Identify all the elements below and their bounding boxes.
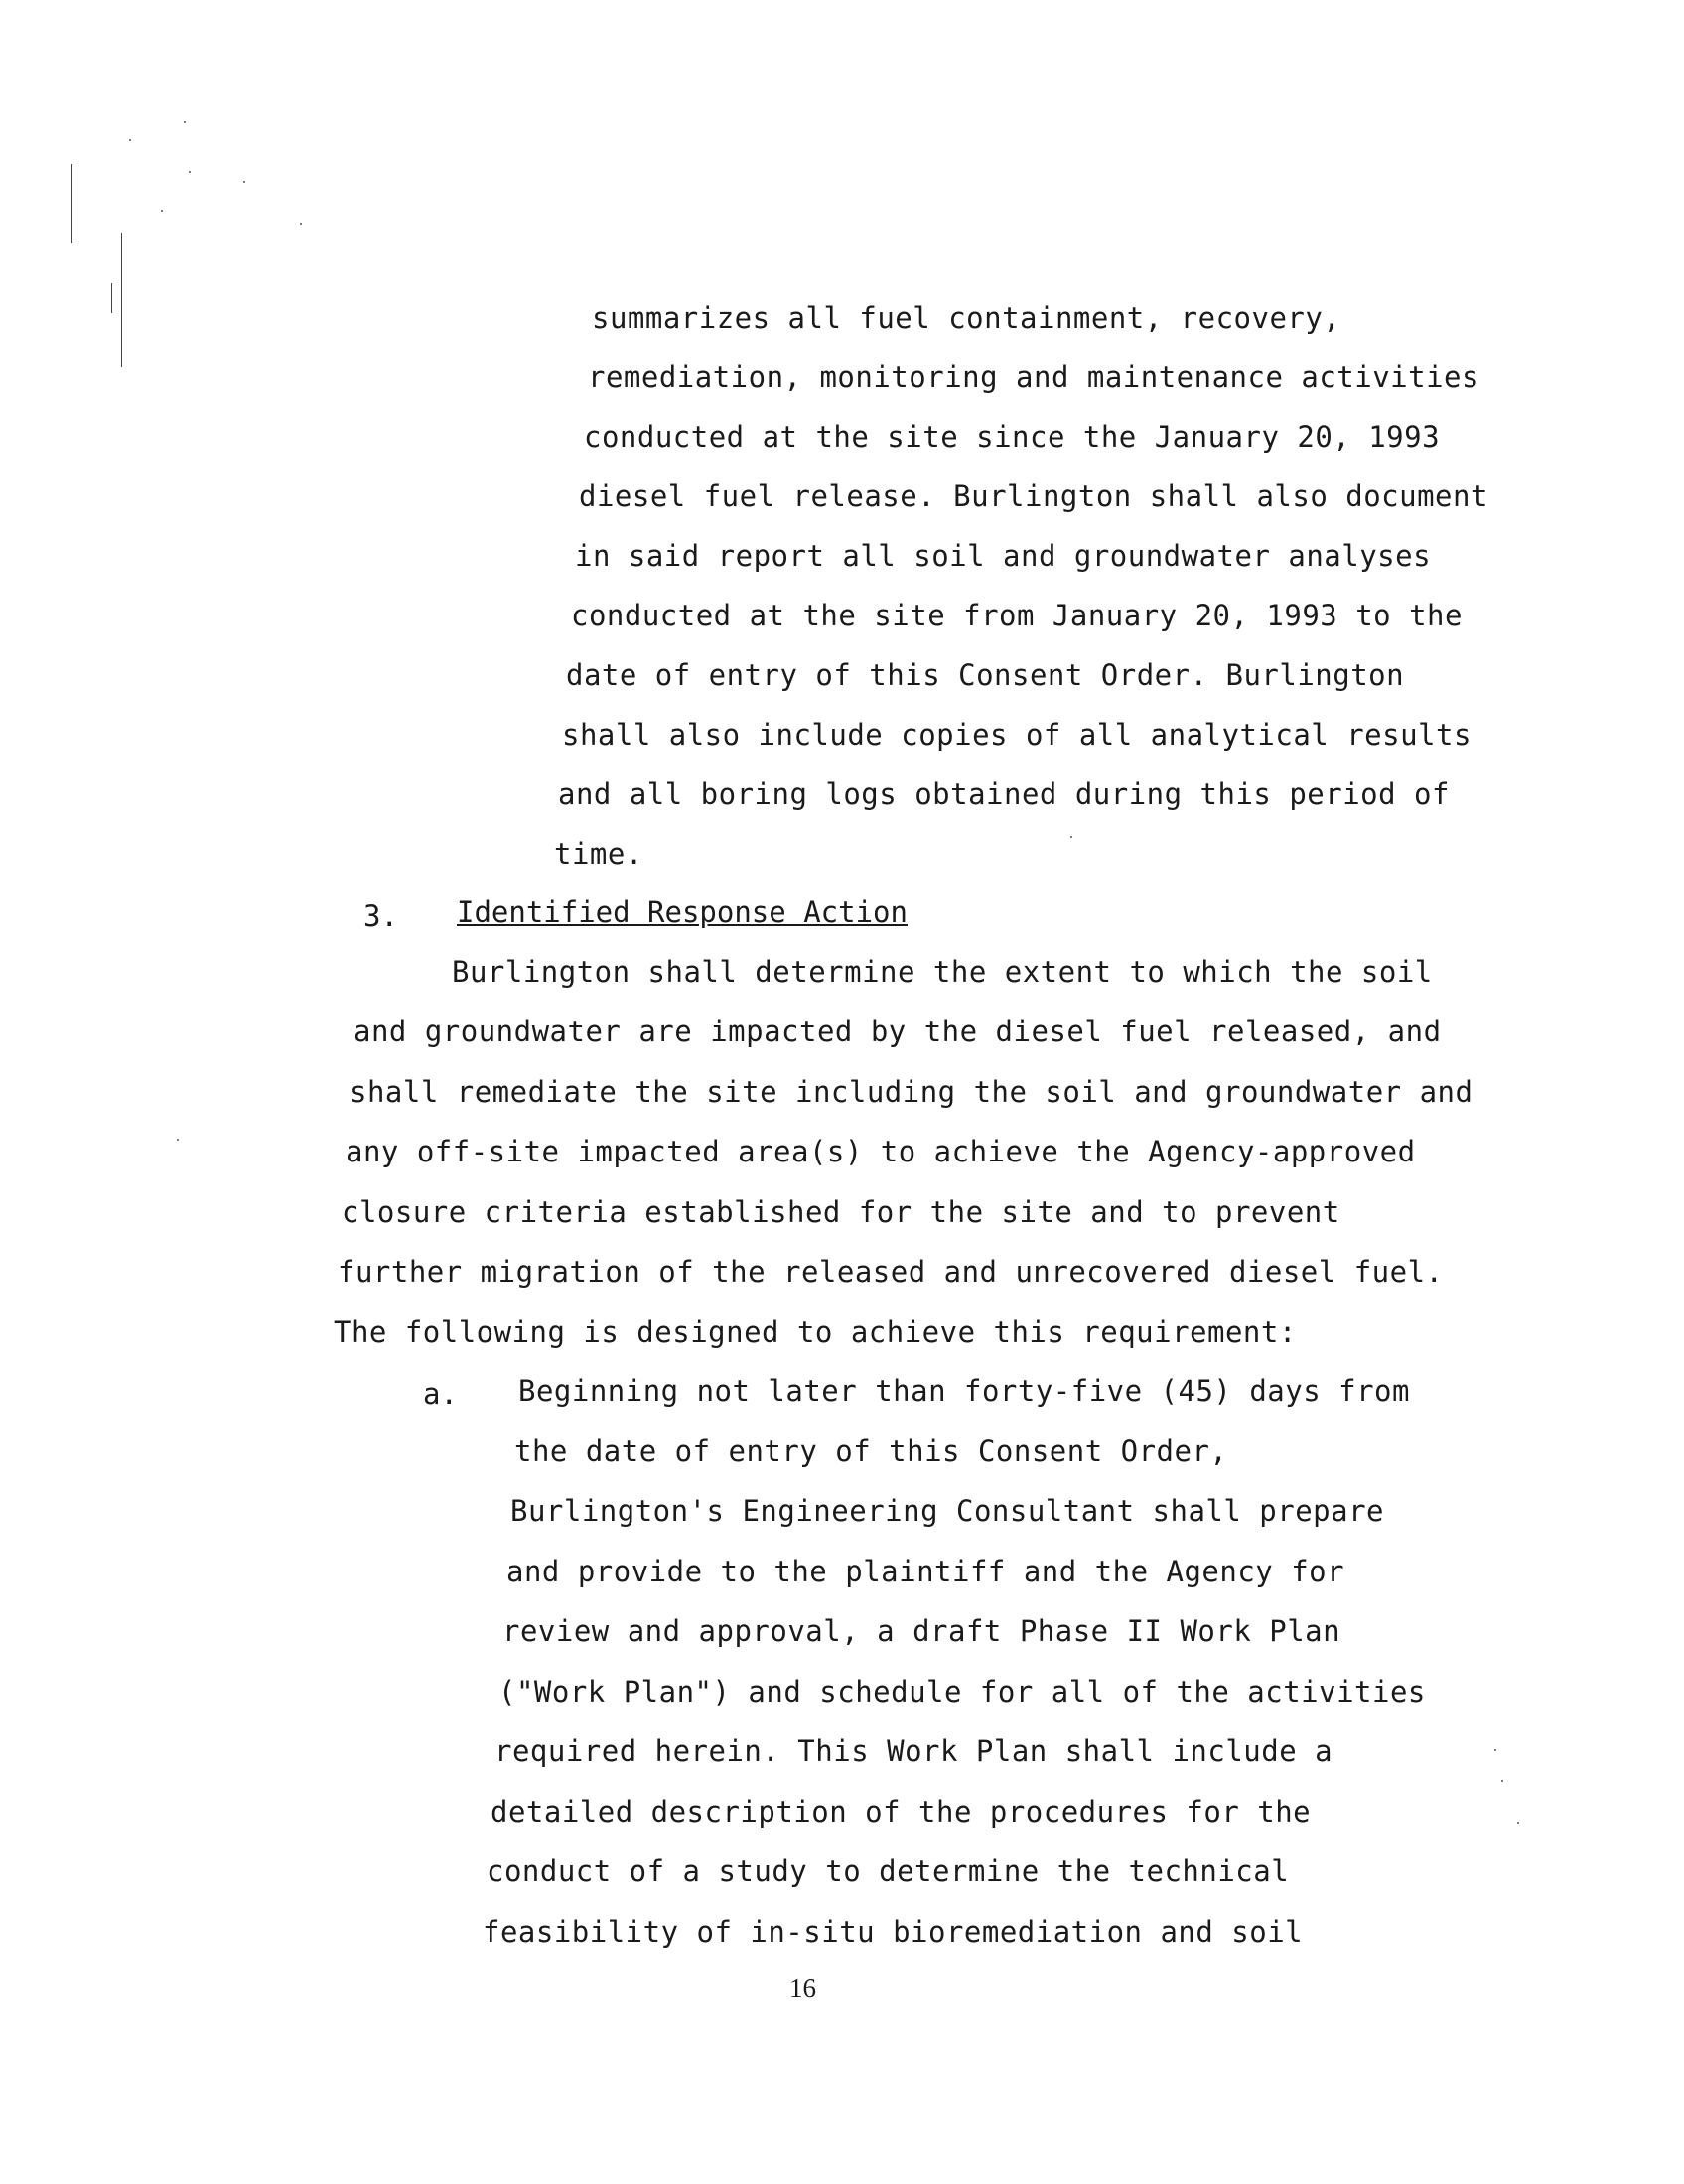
scan-speck bbox=[161, 210, 163, 212]
text-line: Beginning not later than forty-five (45) days from bbox=[518, 1374, 1410, 1408]
section-title: Identified Response Action bbox=[457, 895, 908, 929]
text-line: shall also include copies of all analytical results bbox=[562, 718, 1472, 751]
scan-speck bbox=[1501, 1780, 1503, 1782]
text-line: conducted at the site from January 20, 1993 to the bbox=[571, 599, 1463, 632]
text-line: and groundwater are impacted by the diesel fuel released, and bbox=[353, 1015, 1442, 1048]
text-line: summarizes all fuel containment, recovery, bbox=[592, 301, 1341, 335]
text-line: in said report all soil and groundwater analyses bbox=[575, 539, 1432, 573]
text-line: shall remediate the site including the soil and groundwater and bbox=[350, 1075, 1474, 1109]
scan-speck bbox=[1494, 1749, 1496, 1751]
text-line: review and approval, a draft Phase II Work Plan bbox=[502, 1614, 1341, 1648]
text-line: conduct of a study to determine the technical bbox=[487, 1854, 1290, 1888]
scan-speck bbox=[177, 1139, 179, 1141]
text-line: diesel fuel release. Burlington shall also document bbox=[579, 479, 1488, 513]
text-line: ("Work Plan") and schedule for all of the activities bbox=[498, 1675, 1426, 1708]
text-line: and all boring logs obtained during this period of bbox=[558, 777, 1450, 811]
text-line: the date of entry of this Consent Order, bbox=[514, 1434, 1228, 1468]
text-line: closure criteria established for the site and to prevent bbox=[342, 1195, 1340, 1229]
text-line: feasibility of in-situ bioremediation and soil bbox=[483, 1915, 1304, 1949]
scan-speck bbox=[1070, 836, 1072, 838]
scan-speck bbox=[1517, 1822, 1519, 1824]
text-line: Burlington shall determine the extent to which the soil bbox=[452, 955, 1433, 989]
text-line: any off-site impacted area(s) to achieve the Agency-approved bbox=[346, 1135, 1416, 1168]
page-number: 16 bbox=[789, 1974, 816, 2003]
text-line: Burlington's Engineering Consultant shall prepare bbox=[510, 1494, 1385, 1528]
text-line: conducted at the site since the January 20, 1993 bbox=[584, 420, 1441, 454]
scan-edge-mark bbox=[111, 283, 112, 313]
text-line: further migration of the released and unrecovered diesel fuel. bbox=[338, 1255, 1444, 1289]
text-line: and provide to the plaintiff and the Agency for bbox=[506, 1555, 1345, 1588]
text-line: required herein. This Work Plan shall include a bbox=[494, 1734, 1333, 1768]
item-marker: a. bbox=[423, 1377, 458, 1411]
scan-speck bbox=[189, 171, 191, 173]
text-line: remediation, monitoring and maintenance activities bbox=[588, 360, 1479, 394]
section-number: 3. bbox=[363, 899, 398, 933]
scan-speck bbox=[129, 139, 131, 141]
text-line: The following is designed to achieve this requirement: bbox=[334, 1315, 1297, 1349]
scan-edge-mark bbox=[71, 164, 72, 243]
scan-speck bbox=[300, 223, 302, 225]
text-line: time. bbox=[554, 837, 643, 871]
scan-edge-mark bbox=[121, 233, 122, 367]
scan-speck bbox=[184, 121, 186, 123]
scan-speck bbox=[243, 181, 245, 183]
text-line: detailed description of the procedures for the bbox=[491, 1795, 1312, 1829]
text-line: date of entry of this Consent Order. Burlington bbox=[566, 658, 1405, 692]
